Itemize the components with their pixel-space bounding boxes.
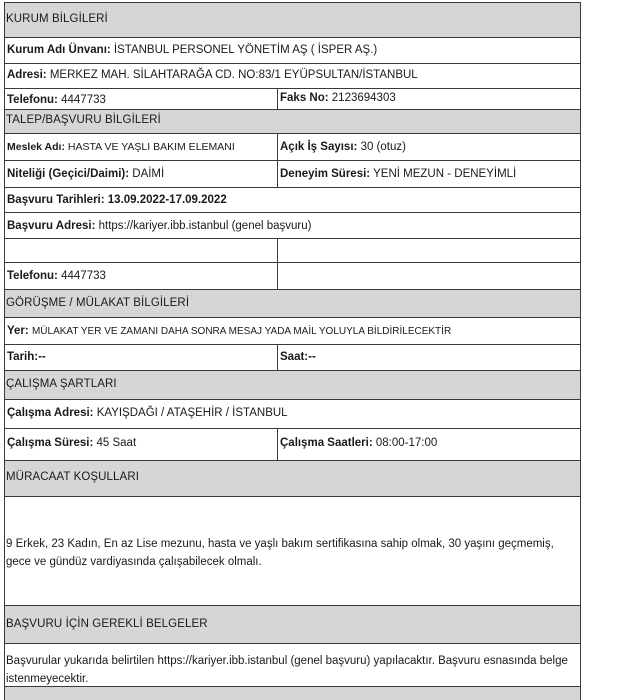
- field-label: Saat:: [280, 351, 309, 363]
- field-value: 45 Saat: [96, 437, 137, 449]
- application-conditions-text: 9 Erkek, 23 Kadın, En az Lise mezunu, hasta ve yaşlı bakım sertifikasına sahip olmak, 30 yaşını geçmemiş, gece ve gündüz vardiyasında çalışabilecek olmalı.: [6, 538, 554, 568]
- row-divider: [4, 160, 581, 161]
- application-phone-field: [7, 269, 106, 283]
- row-divider: [4, 2, 581, 3]
- field-label: Yer:: [7, 325, 29, 337]
- row-divider: [4, 317, 581, 318]
- section-header-gorusme: [4, 289, 581, 317]
- kurum-fax-field: [280, 91, 396, 105]
- column-divider: [277, 428, 278, 460]
- interview-time-field: [280, 350, 316, 364]
- row-divider: [4, 289, 581, 290]
- column-divider: [277, 88, 278, 109]
- row-divider: [4, 605, 581, 606]
- row-divider: [4, 109, 581, 110]
- work-duration-field: [7, 436, 136, 450]
- section-header-kurum: [4, 2, 581, 37]
- row-divider: [4, 133, 581, 134]
- field-label: Telefonu:: [7, 94, 58, 106]
- row-divider: [4, 238, 581, 239]
- required-documents-text: Başvurular yukarıda belirtilen https://kariyer.ibb.istanbul (genel başvuru) yapılacaktır. Başvuru esnasında belge istenmeyecektir.: [6, 655, 568, 685]
- field-label: Faks No:: [280, 92, 329, 104]
- column-divider: [277, 238, 278, 289]
- field-label: Çalışma Adresi:: [7, 407, 94, 419]
- row-divider: [4, 212, 581, 213]
- field-value: 08:00-17:00: [375, 437, 438, 449]
- field-value: 30 (otuz): [360, 141, 406, 153]
- field-label: Tarih:: [7, 351, 39, 363]
- section-header-next: [4, 686, 581, 700]
- table-border-left: [4, 2, 5, 700]
- field-label: Kurum Adı Ünvanı:: [7, 44, 111, 56]
- section-header-muracaat: [4, 460, 581, 496]
- field-label: Başvuru Adresi:: [7, 220, 96, 232]
- section-title: BAŞVURU İÇİN GEREKLİ BELGELER: [6, 618, 208, 630]
- kurum-address-field: [7, 68, 418, 82]
- field-value: https://kariyer.ibb.istanbul (genel başvuru): [98, 220, 312, 232]
- application-address-field: [7, 219, 311, 233]
- section-title: GÖRÜŞME / MÜLAKAT BİLGİLERİ: [6, 297, 190, 309]
- row-divider: [4, 643, 581, 644]
- field-value: --: [308, 351, 316, 363]
- field-label: Deneyim Süresi:: [280, 168, 371, 180]
- field-value: YENİ MEZUN - DENEYİMLİ: [373, 168, 517, 180]
- field-value: MERKEZ MAH. SİLAHTARAĞA CD. NO:83/1 EYÜPSULTAN/İSTANBUL: [49, 69, 418, 81]
- row-divider: [4, 370, 581, 371]
- row-divider: [4, 428, 581, 429]
- field-value: --: [38, 351, 46, 363]
- field-label: Başvuru Tarihleri:: [7, 194, 105, 206]
- work-address-field: [7, 406, 288, 420]
- column-divider: [277, 133, 278, 187]
- section-title: TALEP/BAŞVURU BİLGİLERİ: [6, 114, 161, 126]
- row-divider: [4, 37, 581, 38]
- table-border-right: [580, 2, 581, 700]
- application-dates-field: [7, 193, 227, 207]
- field-label: Adresi:: [7, 69, 47, 81]
- row-divider: [4, 262, 581, 263]
- column-divider: [277, 344, 278, 370]
- field-label: Niteliği (Geçici/Daimi):: [7, 168, 130, 180]
- experience-field: [280, 167, 516, 181]
- kurum-phone-field: [7, 93, 106, 107]
- job-posting-form: [4, 2, 581, 700]
- work-hours-field: [280, 436, 437, 450]
- field-label: Çalışma Süresi:: [7, 437, 94, 449]
- field-label: Telefonu:: [7, 270, 58, 282]
- field-value: 4447733: [61, 94, 106, 106]
- section-title: MÜRACAAT KOŞULLARI: [6, 471, 140, 483]
- field-value: DAİMİ: [132, 168, 165, 180]
- field-value: HASTA VE YAŞLI BAKIM ELEMANI: [67, 141, 235, 153]
- row-divider: [4, 344, 581, 345]
- row-divider: [4, 63, 581, 64]
- section-header-belgeler: [4, 605, 581, 643]
- field-label: Meslek Adı:: [7, 141, 65, 153]
- field-value: 2123694303: [331, 92, 396, 104]
- section-header-talep: [4, 109, 581, 133]
- interview-place-field: [7, 324, 451, 339]
- section-header-calisma: [4, 370, 581, 399]
- row-divider: [4, 496, 581, 497]
- field-value: 4447733: [61, 270, 106, 282]
- interview-date-field: [7, 350, 46, 364]
- field-label: Açık İş Sayısı:: [280, 141, 358, 153]
- row-divider: [4, 187, 581, 188]
- row-divider: [4, 460, 581, 461]
- employment-type-field: [7, 167, 164, 181]
- field-value: KAYIŞDAĞI / ATAŞEHİR / İSTANBUL: [96, 407, 288, 419]
- row-divider: [4, 399, 581, 400]
- kurum-name-field: [7, 43, 377, 57]
- field-value: İSTANBUL PERSONEL YÖNETİM AŞ ( İSPER AŞ.): [113, 44, 378, 56]
- field-value: 13.09.2022-17.09.2022: [107, 194, 227, 206]
- row-divider: [4, 88, 581, 89]
- field-label: Çalışma Saatleri:: [280, 437, 373, 449]
- field-value: MÜLAKAT YER VE ZAMANI DAHA SONRA MESAJ YADA MAİL YOLUYLA BİLDİRİLECEKTİR: [31, 326, 452, 337]
- open-positions-field: [280, 140, 406, 154]
- section-title: KURUM BİLGİLERİ: [6, 13, 108, 25]
- section-title: ÇALIŞMA ŞARTLARI: [6, 378, 117, 390]
- occupation-field: [7, 140, 235, 154]
